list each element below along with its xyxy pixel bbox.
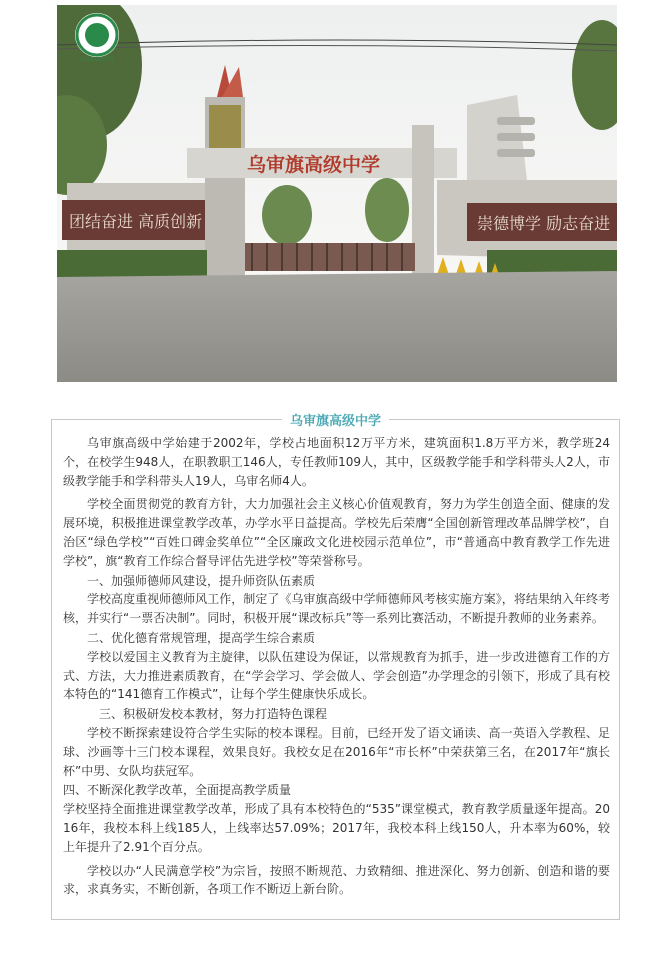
paragraph-section-3: 学校不断探索建设符合学生实际的校本课程。目前，已经开发了语文诵读、高一英语入学教程、足球、沙画等十三门校本课程，效果良好。我校女足在2016年“市长杯”中荣获第三名，在2017年“旗长杯”中男、女队均获冠军。 [63, 725, 610, 778]
gate-sign: 乌审旗高级中学 [247, 154, 381, 176]
article-body [63, 434, 610, 899]
section-heading-3: 三、积极研发校本教材，努力打造特色课程 [99, 707, 328, 722]
paragraph-honors: 学校全面贯彻党的教育方针，大力加强社会主义核心价值观教育，努力为学生创造全面、健康的发展环境，积极推进课堂教学改革，办学水平日益提高。学校先后荣膺“全国创新管理改革品牌学校”，自治区“绿色学校”“百姓口碑金奖单位”“全区廉政文化进校园示范单位”，市“普通高中教育教学工作先进学校”，旗“教育工作综合督导评估先进学校”等荣誉称号。 [63, 497, 610, 568]
section-heading-1: 一、加强师德师风建设，提升师资队伍素质 [87, 573, 316, 588]
left-wall-slogan: 团结奋进 高质创新 [69, 212, 203, 231]
paragraph-closing: 学校以办“人民满意学校”为宗旨，按照不断规范、力致精细、推进深化、努力创新、创造和谐的要求，求真务实，不断创新，各项工作不断迈上新台阶。 [63, 863, 610, 897]
paragraph-intro: 乌审旗高级中学始建于2002年，学校占地面积12万平方米，建筑面积1.8万平方米，教学班24个，在校学生948人，在职教职工146人，专任教师109人，其中，区级教学能手和学科带头人2人，市级教学能手和学科带头人19人，乌审名师4人。 [63, 436, 610, 488]
paragraph-section-1: 学校高度重视师德师风工作，制定了《乌审旗高级中学师德师风考核实施方案》，将结果纳入年终考核，并实行“一票否决制”。同时，积极开展“课改标兵”等一系列比赛活动，不断提升教师的业务素养。 [63, 592, 610, 626]
school-gate-photo [57, 5, 617, 382]
paragraph-section-4: 学校坚持全面推进课堂教学改革，形成了具有本校特色的“535”课堂模式，教育教学质量逐年提高。2016年，我校本科上线185人，上线率达57.09%；2017年，我校本科上线150人，升本率为60%，较上年提升了2.91个百分点。 [63, 802, 610, 854]
right-wall-slogan: 崇德博学 励志奋进 [477, 214, 611, 233]
section-heading-2: 二、优化德育常规管理，提高学生综合素质 [87, 630, 316, 645]
article-title: 乌审旗高级中学 [282, 414, 389, 429]
section-heading-4: 四、不断深化教学改革，全面提高教学质量 [63, 783, 292, 798]
article-box [51, 414, 620, 920]
paragraph-section-2: 学校以爱国主义教育为主旋律，以队伍建设为保证，以常规教育为抓手，进一步改进德育工作的方式、方法，大力推进素质教育，在“学会学习、学会做人、学会创造”办学理念的引领下，形成了具有校本特色的“141德育工作模式”，让每个学生健康快乐成长。 [63, 649, 610, 702]
emblem-caption: 乌审旗高级中学 [79, 57, 115, 63]
